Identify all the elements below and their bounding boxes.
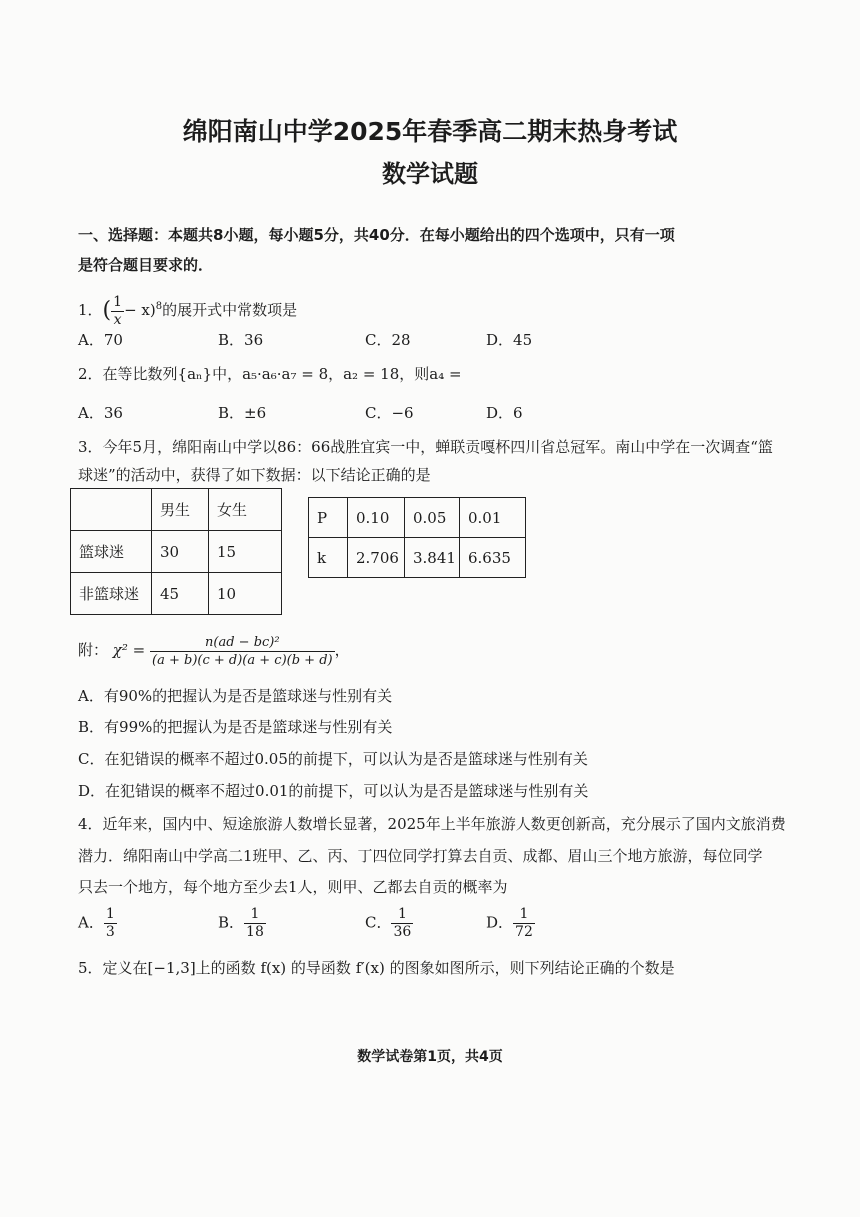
question-5: 5．定义在[−1,3]上的函数 f(x) 的导函数 f′(x) 的图象如图所示，则下列结论正确的个数是 [78, 959, 675, 977]
table-cell: 10 [209, 573, 282, 615]
table-cell: 30 [152, 531, 209, 573]
table-cell: 篮球迷 [71, 531, 152, 573]
table-row [309, 498, 526, 538]
table-cell: k [309, 538, 348, 578]
exam-subject: 数学试题 [382, 160, 478, 188]
q4-option-c: C． $\frac{1}{36}$ [365, 906, 412, 940]
critical-value-table [308, 497, 526, 578]
q4-option-b: B． $\frac{1}{18}$ [218, 906, 264, 940]
question-4-line1: 4．近年来，国内中、短途旅游人数增长显著，2025年上半年旅游人数更创新高，充分展示了国内文旅消费 [78, 815, 786, 833]
q4-option-a: A． $\frac{1}{3}$ [78, 906, 115, 940]
table-cell: 0.01 [460, 498, 526, 538]
q3-option-d: D．在犯错误的概率不超过0.01的前提下，可以认为是否是篮球迷与性别有关 [78, 782, 589, 800]
q3-option-c: C．在犯错误的概率不超过0.05的前提下，可以认为是否是篮球迷与性别有关 [78, 750, 588, 768]
q1-expression: − x) [124, 301, 156, 319]
formula-fraction: $\frac{\text{n(ad − bc)²}}{(a + b)(c + d)(a + c)(b + d)}$ [152, 634, 333, 668]
page-footer: 数学试卷第1页，共4页 [357, 1049, 503, 1065]
q1-power: 8 [155, 301, 163, 312]
table-cell: 15 [209, 531, 282, 573]
q1-number: 1． [78, 301, 103, 319]
table-cell: 0.05 [405, 498, 460, 538]
table-cell [71, 489, 152, 531]
q1-option-d: D．45 [486, 331, 533, 349]
q2-option-a: A．36 [78, 404, 123, 422]
formula-suffix: ， [334, 641, 350, 659]
chi-square-formula [78, 630, 350, 670]
question-4-line3: 只去一个地方，每个地方至少去1人，则甲、乙都去自贡的概率为 [78, 878, 508, 896]
question-1: 1．( $\frac{1}{x}$ − x)$^8$的展开式中常数项是 [78, 293, 298, 328]
question-3-line1: 3．今年5月，绵阳南山中学以86：66战胜宜宾一中，蝉联贡嘎杯四川省总冠军。南山中学在一次调查“篮 [78, 438, 773, 456]
section-heading-line1: 一、选择题：本题共8小题，每小题5分，共40分．在每小题给出的四个选项中，只有一项 [78, 226, 675, 244]
question-3-line2: 球迷”的活动中，获得了如下数据：以下结论正确的是 [78, 466, 431, 484]
formula-lhs: χ² = [112, 641, 146, 659]
table-row [71, 573, 282, 615]
q1-fraction: $\frac{1}{x}$ [113, 293, 123, 328]
q3-option-b: B．有99%的把握认为是否是篮球迷与性别有关 [78, 718, 393, 736]
q2-option-c: C．−6 [365, 404, 414, 422]
q3-option-a: A．有90%的把握认为是否是篮球迷与性别有关 [78, 687, 393, 705]
q1-option-b: B．36 [218, 331, 264, 349]
table-cell: 0.10 [348, 498, 405, 538]
table-cell: 非篮球迷 [71, 573, 152, 615]
formula-prefix: 附： [78, 641, 109, 659]
table-row [71, 489, 282, 531]
section-heading-line2: 是符合题目要求的． [78, 256, 214, 274]
q1-option-a: A．70 [78, 331, 123, 349]
q2-option-d: D．6 [486, 404, 523, 422]
table-cell: P [309, 498, 348, 538]
q1-text: 的展开式中常数项是 [162, 301, 298, 319]
table-cell: 6.635 [460, 538, 526, 578]
table-row [309, 538, 526, 578]
q2-option-b: B．±6 [218, 404, 267, 422]
table-cell: 3.841 [405, 538, 460, 578]
q1-option-c: C．28 [365, 331, 411, 349]
exam-title: 绵阳南山中学2025年春季高二期末热身考试 [182, 117, 678, 146]
q4-option-d: D． $\frac{1}{72}$ [486, 906, 533, 940]
table-cell: 2.706 [348, 538, 405, 578]
table-cell: 男生 [152, 489, 209, 531]
question-4-line2: 潜力．绵阳南山中学高二1班甲、乙、丙、丁四位同学打算去自贡、成都、眉山三个地方旅游，每位同学 [78, 847, 763, 865]
table-cell: 45 [152, 573, 209, 615]
question-2: 2．在等比数列{aₙ}中，a₅·a₆·a₇ = 8，a₂ = 18，则a₄ = [78, 365, 462, 383]
table-cell: 女生 [209, 489, 282, 531]
table-row [71, 531, 282, 573]
survey-table [70, 488, 282, 615]
